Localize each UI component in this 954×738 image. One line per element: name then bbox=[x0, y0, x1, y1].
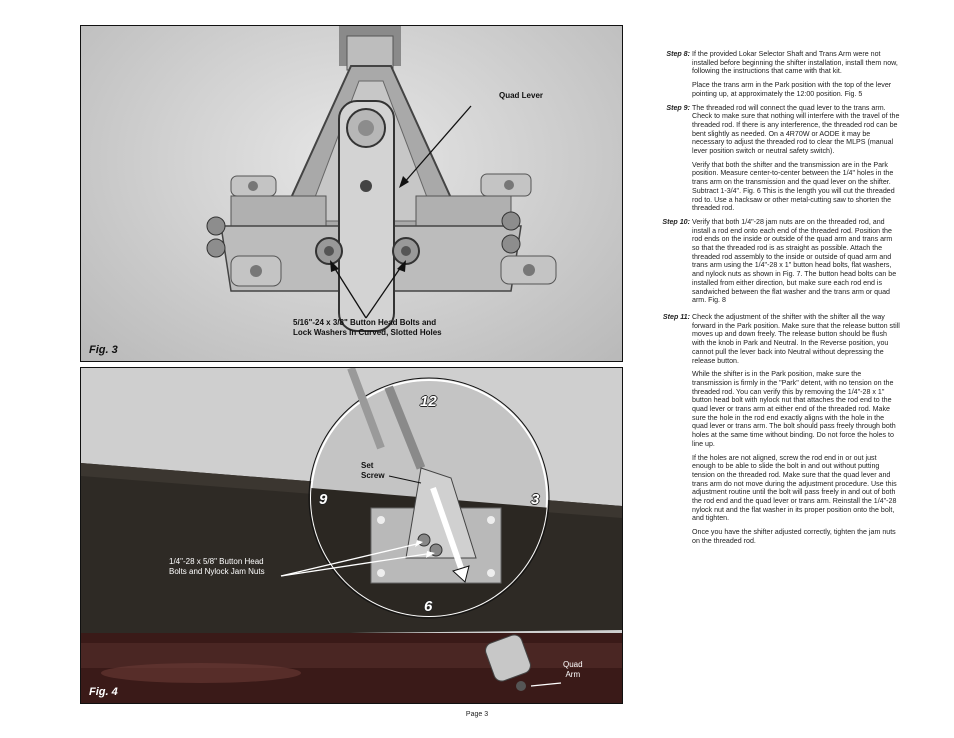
callout-set-screw-line-1: Set bbox=[361, 461, 374, 470]
page-number: Page 3 bbox=[465, 711, 489, 718]
clock-label-3: 3 bbox=[531, 491, 540, 508]
step-paragraph: If the holes are not aligned, screw the rod end in or out just enough to be able to slide the bolt in and out without putting tension on the threaded rod. Make sure that the quad lever and trans arm do not move during the adjustment procedure. Use this adjustment routine until the bolt will pass freely in and out of both the rod end and the quad lever or trans arm. Reinstall the 1/4"-28 nylock nut and the flat washer in its proper position onto the bolt, and tighten. bbox=[692, 453, 897, 523]
step-paragraph: Place the trans arm in the Park position with the top of the lever pointing up, at approximately the 12:00 position. Fig. 5 bbox=[692, 81, 892, 98]
step-11 bbox=[660, 313, 900, 365]
step-label: Step 8: bbox=[666, 50, 690, 58]
callout-set-screw-line-2: Screw bbox=[361, 471, 385, 480]
step-label: Step 9: bbox=[666, 103, 690, 112]
callout-jam-nuts bbox=[169, 557, 265, 577]
step-paragraph: The threaded rod will connect the quad lever to the trans arm. Check to make sure that nothing will interfere with the travel of the threaded rod. If there is any interference, the threaded rod can be bent slightly as needed. On a 4R70W or AODE it may be necessary to adjust the threaded rod to clear the MLPS (manual lever position switch or neutral safety switch). bbox=[692, 103, 900, 156]
callout-bolts-line-1: 5/16"-24 x 3/8" Button Head Bolts and bbox=[293, 318, 437, 327]
callout-jam-nuts-line-2: Bolts and Nylock Jam Nuts bbox=[169, 567, 265, 576]
callout-quad-lever: Quad Lever bbox=[499, 91, 544, 100]
figure-4-label: Fig. 4 bbox=[89, 686, 118, 698]
figure-3-label: Fig. 3 bbox=[89, 344, 118, 356]
figure-3-photo bbox=[80, 25, 623, 362]
callout-bolts-line-2: Lock Washers In Curved, Slotted Holes bbox=[293, 328, 442, 337]
step-8 bbox=[660, 50, 900, 76]
step-paragraph: Check the adjustment of the shifter with the shifter all the way forward in the Park position. Make sure that the release button still moves up and down freely. The release button should be flush with the knob in Park and Neutral. In the Reverse position, you cannot pull the lever back into Neutral without depressing the release button. bbox=[692, 312, 900, 365]
callout-set-screw bbox=[361, 461, 385, 481]
shifter-installed-illustration bbox=[81, 368, 622, 703]
callout-quad-arm-line-1: Quad bbox=[563, 660, 583, 669]
step-label: Step 10: bbox=[662, 217, 690, 226]
clock-label-12: 12 bbox=[420, 393, 437, 410]
callout-jam-nuts-line-1: 1/4"-28 x 5/8" Button Head bbox=[169, 557, 264, 566]
instruction-column bbox=[660, 50, 900, 551]
callout-button-head-bolts bbox=[293, 318, 442, 338]
step-9 bbox=[660, 104, 900, 156]
step-label: Step 11: bbox=[662, 312, 690, 321]
clock-label-9: 9 bbox=[319, 491, 328, 508]
step-paragraph: If the provided Lokar Selector Shaft and Trans Arm were not installed before beginning the shifter installation, install them now, following the instructions that came with that kit. bbox=[692, 50, 898, 76]
shifter-bracket-illustration bbox=[81, 26, 622, 361]
callout-quad-arm-line-2: Arm bbox=[565, 670, 581, 679]
clock-label-6: 6 bbox=[424, 598, 433, 615]
step-paragraph: Once you have the shifter adjusted correctly, tighten the jam nuts on the threaded rod. bbox=[692, 528, 896, 545]
step-paragraph: Verify that both 1/4"-28 jam nuts are on the threaded rod, and install a rod end onto each end of the threaded rod. Position the rod ends on the inside or outside of the quad arm and trans arm so that the threaded rod is as straight as possible. Attach the threaded rod assembly to the inside or outside of quad arm and trans arm using the 1/4"-28 x 1" button head bolts, flat washers, and nylock nuts as shown in Fig. 7. The button head bolts can be installed from either direction, but make sure each rod end is sandwiched between the flat washer and the trans arm or quad arm. Fig. 8 bbox=[692, 217, 897, 305]
step-10 bbox=[660, 218, 900, 305]
figure-4-photo bbox=[80, 367, 623, 704]
step-paragraph: While the shifter is in the Park position, make sure the transmission is firmly in the "Park" detent, with no tension on the threaded rod. You can verify this by removing the 1/4"-28 x 1" button head bolt with nylock nut that attaches the rod end to the quad lever or trans arm at either end of the threaded rod. Make sure the hole in the rod end exactly aligns with the hole in the quad lever or trans arm. The bolt should pass freely through both holes at the same time without binding. Do not force the holes to line up. bbox=[692, 370, 896, 448]
callout-quad-arm bbox=[563, 660, 583, 680]
step-paragraph: Verify that both the shifter and the transmission are in the Park position. Measure center-to-center between the 1/4" holes in the trans arm on the transmission and the quad lever on the shifter. Subtract 1-3/4". Fig. 6 This is the length you will cut the threaded rod to. Use a hacksaw or other metal-cutting saw to shorten the threaded rod. bbox=[692, 160, 895, 213]
